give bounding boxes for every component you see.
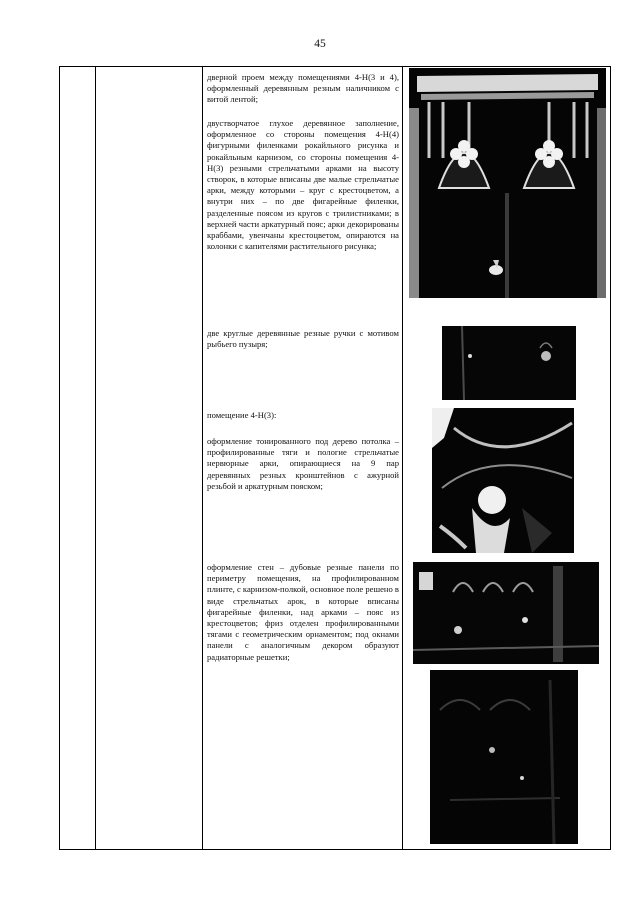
door-carving-photo [409,68,606,298]
ceiling-photo [432,408,574,553]
wall-panels-photo [413,562,599,664]
row-text-walls: оформление стен – дубовые резные панели по периметру помещения, на профилированном плинте, с карнизом-полкой, основное поле решено в виде стрельчатых арок, в которые вписаны фигарейные филенки, над арками – пояс из крестоцветов; фриз отделен профилированными тягами с геометрическим орнаментом; под окнами панели с аналогичным декором образуют радиаторные решетки; [207,562,399,662]
column-divider-1 [95,66,96,850]
row-text-doorway: дверной проем между помещениями 4-Н(3 и 4), оформленный деревянным резным наличником с витой лентой; [207,72,399,105]
row-text-room-heading: помещение 4-Н(3): [207,410,277,420]
door-handle-photo [442,326,576,400]
row-text-ceiling: оформление тонированного под дерево потолка – профилированные тяги и пологие стрельчатые нервюрные арки, опирающиеся на 9 пар деревянных резных кронштейнов с ажурной резьбой и аркатурным пояском; [207,436,399,491]
page-number: 45 [314,38,326,50]
row-text-door-leaves: двустворчатое глухое деревянное заполнение, оформленное со стороны помещения 4-Н(4) фигурными филенками рокайльного рисунка и рокайльным карнизом, со стороны помещения 4-Н(3) резными стрельчатыми арками на высоту створок, в которые вписаны две малые стрельчатые арки, между которыми – круг с крестоцветом, а внутри них – по две фигарейные филенки, разделенные поясом из кругов с трилистниками; в верхней части аркатурный пояс; арки декорированы краббами, увенчаны крестоцветом, опираются на колонки с капителями растительного рисунка; [207,118,399,252]
radiator-grille-photo [430,670,578,844]
row-text-handles: две круглые деревянные резные ручки с мотивом рыбьего пузыря; [207,328,399,350]
column-divider-3 [402,66,403,850]
column-divider-2 [202,66,203,850]
